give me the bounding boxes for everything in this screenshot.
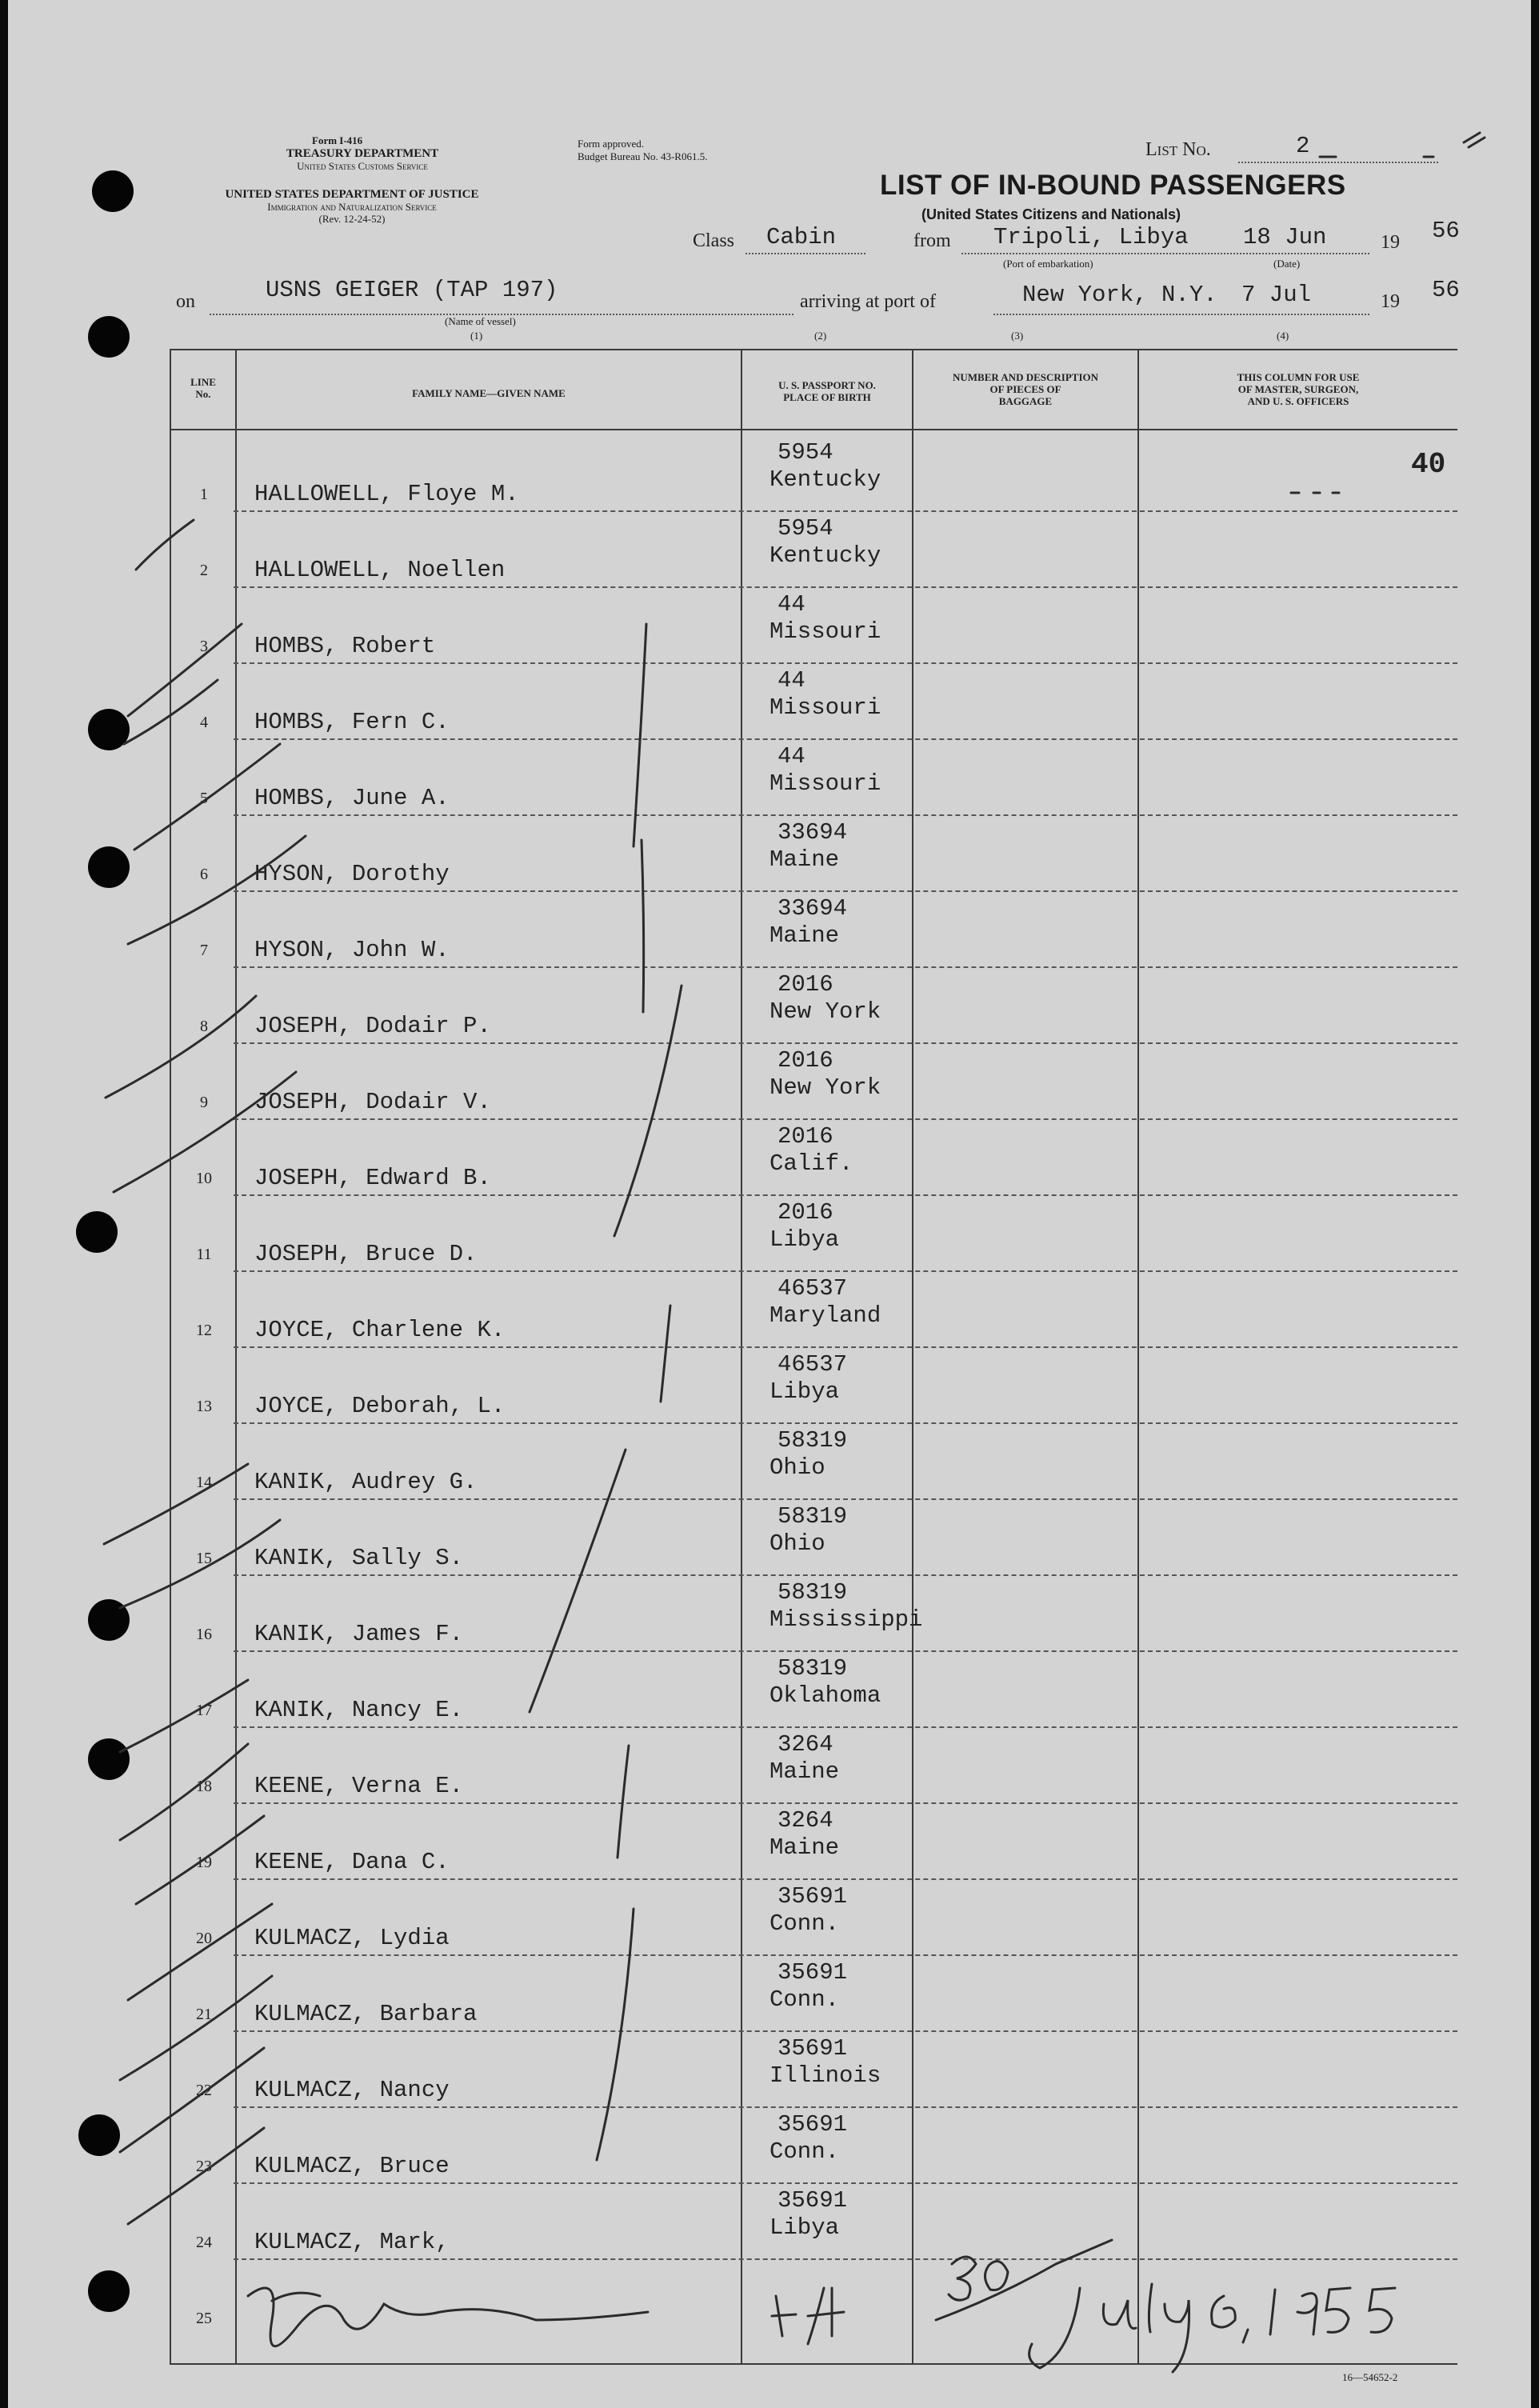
place-of-birth: Illinois (770, 2062, 881, 2089)
document-subtitle: (United States Citizens and Nationals) (921, 206, 1181, 222)
passenger-name: HOMBS, Robert (254, 633, 436, 659)
place-of-birth: Conn. (770, 1986, 840, 2013)
line-number: 16 (196, 1626, 212, 1643)
passenger-name: KULMACZ, Bruce (254, 2153, 450, 2179)
passport-number: 33694 (777, 895, 848, 922)
place-of-birth: Kentucky (770, 542, 881, 569)
passenger-name: KEENE, Dana C. (254, 1849, 450, 1875)
form-approved: Form approved. (578, 138, 645, 150)
passenger-name: HYSON, Dorothy (254, 861, 450, 887)
passenger-name: KANIK, Nancy E. (254, 1697, 464, 1723)
line-number: 11 (196, 1246, 212, 1263)
passenger-name: KULMACZ, Lydia (254, 1925, 450, 1951)
passenger-name: JOSEPH, Dodair P. (254, 1013, 491, 1039)
header-family-name: FAMILY NAME—GIVEN NAME (412, 387, 566, 399)
passport-number: 35691 (777, 1959, 848, 1986)
vessel-caption: (Name of vessel) (445, 315, 516, 327)
header-passport: U. S. PASSPORT NO. PLACE OF BIRTH (778, 379, 876, 403)
place-of-birth: Missouri (770, 770, 881, 797)
line-number: 4 (200, 714, 208, 731)
passport-number: 44 (777, 667, 805, 694)
handwritten-marks (8, 0, 1531, 2408)
line-number: 14 (196, 1474, 212, 1491)
header-officers: THIS COLUMN FOR USE OF MASTER, SURGEON, AND U. S. OFFICERS (1237, 371, 1360, 407)
passport-number: 2016 (777, 1123, 833, 1150)
budget-bureau: Budget Bureau No. 43-R061.5. (578, 150, 708, 162)
passenger-name: HYSON, John W. (254, 937, 450, 963)
place-of-birth: Mississippi (770, 1606, 923, 1633)
arrival-port: New York, N.Y. (1022, 282, 1217, 308)
place-of-birth: Libya (770, 1226, 840, 1253)
passport-number: 5954 (777, 439, 833, 466)
passport-number: 35691 (777, 2111, 848, 2138)
place-of-birth: Maine (770, 1834, 840, 1861)
arrival-year-prefix: 19 (1381, 291, 1400, 312)
place-of-birth: Libya (770, 1378, 840, 1405)
place-of-birth: Maryland (770, 1302, 881, 1329)
list-no-label: List No. (1145, 139, 1211, 160)
passenger-name: HALLOWELL, Floye M. (254, 481, 519, 507)
place-of-birth: Conn. (770, 2138, 840, 2165)
line-number: 19 (196, 1854, 212, 1871)
line-number: 8 (200, 1018, 208, 1035)
passport-number: 46537 (777, 1351, 848, 1378)
header-line-no: LINE No. (190, 376, 216, 400)
treasury-department: TREASURY DEPARTMENT (286, 147, 439, 160)
col-num-2: (2) (814, 330, 827, 342)
passport-number: 3264 (777, 1807, 833, 1834)
line-number: 6 (200, 866, 208, 883)
department-of-justice: UNITED STATES DEPARTMENT OF JUSTICE (225, 188, 479, 201)
passport-number: 44 (777, 743, 805, 770)
officer-note: 40 (1411, 448, 1446, 481)
line-number: 18 (196, 1778, 212, 1795)
place-of-birth: Maine (770, 922, 840, 949)
passenger-name: KANIK, Sally S. (254, 1545, 464, 1571)
passport-number: 44 (777, 591, 805, 618)
passenger-name: KULMACZ, Mark, (254, 2229, 450, 2255)
place-of-birth: Maine (770, 1758, 840, 1785)
line-number: 3 (200, 638, 208, 655)
place-of-birth: Missouri (770, 694, 881, 721)
line-number: 2 (200, 562, 208, 579)
customs-service: United States Customs Service (297, 160, 428, 172)
passenger-name: JOYCE, Deborah, L. (254, 1393, 506, 1419)
arriving-label: arriving at port of (800, 291, 936, 312)
line-number: 7 (200, 942, 208, 959)
vessel-name: USNS GEIGER (TAP 197) (266, 277, 558, 303)
place-of-birth: New York (770, 1074, 881, 1101)
passenger-name: KULMACZ, Nancy (254, 2077, 450, 2103)
passport-number: 35691 (777, 2035, 848, 2062)
passenger-name: KEENE, Verna E. (254, 1773, 464, 1799)
passenger-name: HOMBS, June A. (254, 785, 450, 811)
line-number: 20 (196, 1930, 212, 1947)
revision-date: (Rev. 12-24-52) (318, 213, 386, 225)
passport-number: 58319 (777, 1579, 848, 1606)
passenger-name: KULMACZ, Barbara (254, 2001, 478, 2027)
place-of-birth: Ohio (770, 1454, 825, 1481)
passport-number: 2016 (777, 971, 833, 998)
place-of-birth: Ohio (770, 1530, 825, 1557)
line-number: 22 (196, 2082, 212, 2099)
footer-form-code: 16—54652-2 (1342, 2371, 1398, 2383)
line-number: 21 (196, 2006, 212, 2023)
class-label: Class (693, 230, 735, 251)
passenger-name: JOYCE, Charlene K. (254, 1317, 506, 1343)
place-of-birth: Conn. (770, 1910, 840, 1937)
place-of-birth: Libya (770, 2214, 840, 2241)
class-value: Cabin (766, 224, 837, 250)
from-date: 18 Jun (1243, 224, 1327, 250)
place-of-birth: Oklahoma (770, 1682, 881, 1709)
col-num-4: (4) (1277, 330, 1289, 342)
passport-number: 2016 (777, 1199, 833, 1226)
passenger-name: JOSEPH, Bruce D. (254, 1241, 478, 1267)
place-of-birth: Maine (770, 846, 840, 873)
place-of-birth: Calif. (770, 1150, 853, 1177)
port-of-embarkation-caption: (Port of embarkation) (1003, 258, 1093, 270)
header-baggage: NUMBER AND DESCRIPTION OF PIECES OF BAGGAGE (952, 371, 1099, 407)
line-number: 12 (196, 1322, 212, 1339)
passport-number: 58319 (777, 1655, 848, 1682)
place-of-birth: New York (770, 998, 881, 1025)
place-of-birth: Missouri (770, 618, 881, 645)
passenger-name: JOSEPH, Edward B. (254, 1165, 491, 1191)
line-number: 17 (196, 1702, 212, 1719)
ins-service: Immigration and Naturalization Service (267, 201, 437, 213)
line-number: 9 (200, 1094, 208, 1111)
document-page (8, 0, 1531, 2408)
passport-number: 58319 (777, 1427, 848, 1454)
document-title: LIST OF IN-BOUND PASSENGERS (880, 170, 1346, 201)
arrival-year: 56 (1432, 277, 1460, 303)
on-label: on (176, 291, 195, 312)
form-number: Form I-416 (312, 134, 363, 146)
place-of-birth: Kentucky (770, 466, 881, 493)
from-port: Tripoli, Libya (993, 224, 1189, 250)
line-number: 23 (196, 2158, 212, 2175)
list-no-value: 2 (1296, 133, 1310, 159)
col-num-1: (1) (470, 330, 483, 342)
passport-number: 46537 (777, 1275, 848, 1302)
passport-number: 35691 (777, 2187, 848, 2214)
passenger-name: HOMBS, Fern C. (254, 709, 450, 735)
line-number: 25 (196, 2310, 212, 2327)
line-number: 10 (196, 1170, 212, 1187)
col-num-3: (3) (1011, 330, 1024, 342)
passport-number: 33694 (777, 819, 848, 846)
passenger-name: HALLOWELL, Noellen (254, 557, 506, 583)
passport-number: 58319 (777, 1503, 848, 1530)
line-number: 5 (200, 790, 208, 807)
line-number: 15 (196, 1550, 212, 1567)
year-prefix: 19 (1381, 232, 1400, 253)
pencil-strokes (104, 133, 1485, 2372)
passport-number: 35691 (777, 1883, 848, 1910)
passport-number: 2016 (777, 1047, 833, 1074)
line-number: 1 (200, 486, 208, 503)
date-caption: (Date) (1273, 258, 1301, 270)
passenger-name: KANIK, Audrey G. (254, 1469, 478, 1495)
passenger-name: KANIK, James F. (254, 1621, 464, 1647)
line-number: 13 (196, 1398, 212, 1415)
passenger-name: JOSEPH, Dodair V. (254, 1089, 491, 1115)
line-number: 24 (196, 2234, 212, 2251)
from-label: from (913, 230, 951, 251)
passport-number: 3264 (777, 1731, 833, 1758)
arrival-date: 7 Jul (1241, 282, 1312, 308)
passport-number: 5954 (777, 515, 833, 542)
from-year: 56 (1432, 218, 1460, 244)
